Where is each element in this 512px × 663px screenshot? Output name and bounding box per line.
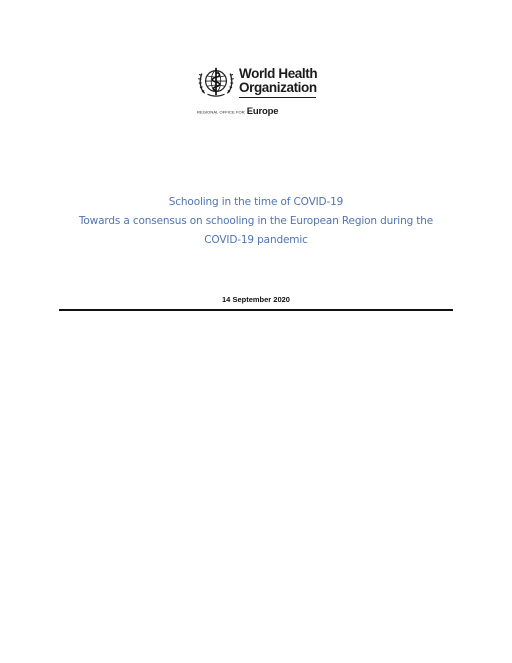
org-name-line1: World Health xyxy=(239,66,318,81)
document-title xyxy=(40,193,472,250)
regional-office-label xyxy=(197,103,278,121)
horizontal-rule xyxy=(59,309,453,311)
who-emblem-icon xyxy=(197,65,235,99)
org-name-line2: Organization xyxy=(239,80,317,95)
publication-date: 14 September 2020 xyxy=(222,295,290,304)
who-logo xyxy=(195,64,325,116)
title-line-2: Towards a consensus on schooling in the European Region during the xyxy=(78,215,434,227)
region-name: Europe xyxy=(246,106,279,118)
title-line-1: Schooling in the time of COVID-19 xyxy=(168,196,344,208)
regional-office-prefix: REGIONAL OFFICE FOR xyxy=(197,109,245,115)
title-line-3: COVID-19 pandemic xyxy=(204,234,308,246)
logo-divider xyxy=(239,97,316,98)
